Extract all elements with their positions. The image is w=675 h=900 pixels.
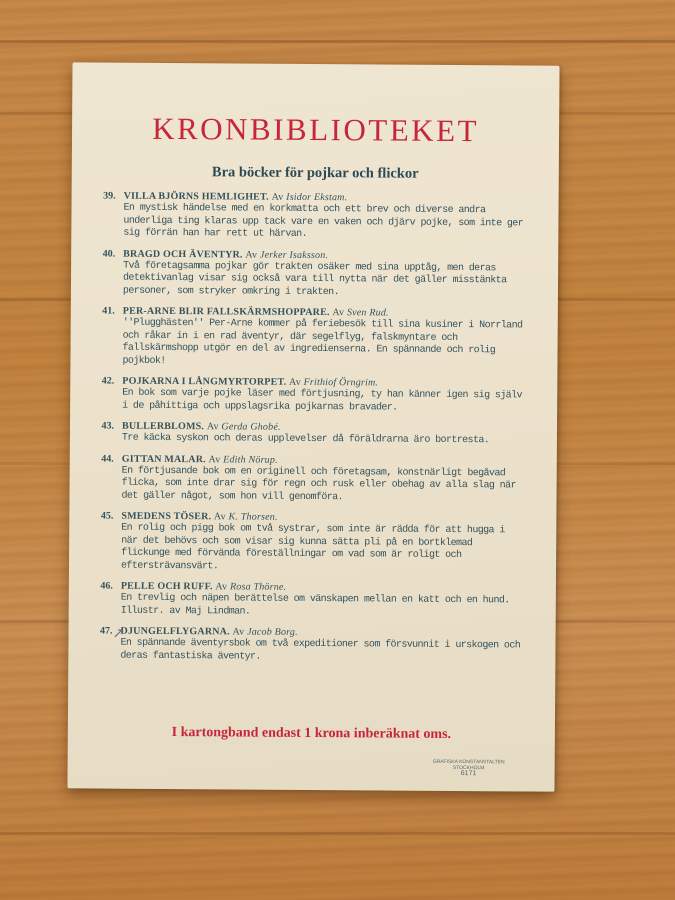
printer-code: 6171 <box>460 770 477 778</box>
entry-author: Gerda Ghobé. <box>221 421 281 433</box>
entry-number: 44. <box>101 453 114 465</box>
entry-description: En förtjusande bok om en originell och företagsam, konstnärligt begåvad flicka, som inte drar sig för regn och rusk eller obehag av alla slag när det gäller något, som hon vill genomföra. <box>121 465 516 503</box>
entry-title: BRAGD OCH ÄVENTYR. <box>123 248 243 261</box>
entry-description: En spännande äventyrsbok om två expeditioner som försvunnit i urskogen och deras fantastiska äventyr. <box>120 637 521 663</box>
entry-title: BULLERBLOMS. <box>121 420 205 433</box>
entry-av: Av <box>232 626 245 638</box>
entry-number: 43. <box>101 420 115 432</box>
entry-author: Frithiof Örngrim. <box>303 376 379 389</box>
book-list <box>100 190 528 674</box>
entry-title: DJUNGELFLYGARNA. <box>120 625 230 638</box>
entry-number: 41. <box>102 305 115 317</box>
entry-author: Edith Nörup. <box>223 453 278 466</box>
book-entry <box>103 190 528 243</box>
entry-av: Av <box>215 581 228 593</box>
entry-description: En rolig och pigg bok om två systrar, som inte är rädda för att hugga i när det behövs och som visar sig kunna sätta pli på en bortklemad flickunge med förvända föreställningar om vad som är roligt och eftersträvansvärt. <box>120 522 505 572</box>
entry-description: ''Plugghästen'' Per-Arne kommer på feriebesök till sina kusiner i Norrland och råkar in i en rad äventyr, där segelflyg, falskmyntare och fallskärmshopp utgör en del av ingredienserna. En spännande och rolig pojkbok! <box>122 317 523 367</box>
wood-grain <box>0 832 675 835</box>
book-entry <box>102 248 528 300</box>
entry-av: Av <box>206 421 219 433</box>
entry-description: Tre käcka syskon och deras upplevelser då föräldrarna äro bortresta. <box>121 432 490 447</box>
book-entry <box>100 625 525 666</box>
entry-number: 39. <box>103 190 116 202</box>
entry-description: En trevlig och näpen berättelse om vänskapen mellan en katt och en hund. Illustr. av Maj Lindman. <box>120 592 510 618</box>
entry-title: SMEDENS TÖSER. <box>121 510 212 523</box>
book-entry <box>100 510 526 576</box>
entry-author: K. Thorsen. <box>228 511 278 523</box>
entry-author: Isidor Ekstam. <box>286 191 348 204</box>
book-entry <box>101 453 526 505</box>
wood-grain <box>0 40 675 43</box>
entry-title: POJKARNA I LÅNGMYRTORPET. <box>122 375 287 388</box>
entry-title: PER-ARNE BLIR FALLSKÄRMSHOPPARE. <box>122 305 330 319</box>
book-back-cover <box>67 62 559 791</box>
entry-description: En mystisk händelse med en korkmatta och ett brev och diverse andra underliga ting klaras upp tack vare en vaken och djärv pojke, som inte ger sig förrän han har rett ut härvan. <box>123 202 524 240</box>
entry-author: Jerker Isaksson. <box>259 249 329 261</box>
book-entry <box>101 420 527 448</box>
price-footer: I kartongband endast 1 krona inberäknat oms. <box>171 725 452 742</box>
entry-author: Rosa Thörne. <box>229 581 287 593</box>
printer-imprint <box>433 759 505 778</box>
entry-av: Av <box>288 376 301 388</box>
entry-number: 42. <box>101 375 115 387</box>
entry-av: Av <box>208 453 221 465</box>
pencil-mark-icon: ↗ <box>112 626 125 642</box>
entry-av: Av <box>213 511 226 523</box>
entry-title: GITTAN MALAR. <box>121 453 206 465</box>
printer-name: GRAFISKA KONSTANSTALTEN <box>432 758 505 766</box>
entry-author: Sven Rud. <box>346 307 389 319</box>
entry-av: Av <box>332 307 345 319</box>
printer-city: STOCKHOLM <box>452 764 485 772</box>
book-entry <box>100 580 526 621</box>
entry-number: 46. <box>100 580 113 592</box>
cover-title: KRONBIBLIOTEKET <box>152 110 480 149</box>
entry-title: PELLE OCH RUFF. <box>120 580 213 593</box>
entry-number: 40. <box>102 248 116 260</box>
book-entry <box>102 305 527 371</box>
cover-subtitle: Bra böcker för pojkar och flickor <box>211 164 419 182</box>
entry-av: Av <box>271 191 284 203</box>
entry-av: Av <box>245 249 258 261</box>
book-entry <box>101 375 527 416</box>
entry-author: Jacob Borg. <box>247 626 298 638</box>
entry-description: En bok som varje pojke läser med förtjusning, ty han känner igen sig själv i de påhittiga och uppslagsrika pojkarnas bravader. <box>122 387 522 414</box>
entry-description: Två företagsamma pojkar gör trakten osäker med sina upptåg, men deras detektivanlag visar sig också vara till nytta när det gäller misstänkta personer, som stryker omkring i trakten. <box>122 260 507 298</box>
entry-title: VILLA BJÖRNS HEMLIGHET. <box>123 190 269 203</box>
entry-number: 47. <box>100 625 113 637</box>
entry-number: 45. <box>100 510 114 522</box>
